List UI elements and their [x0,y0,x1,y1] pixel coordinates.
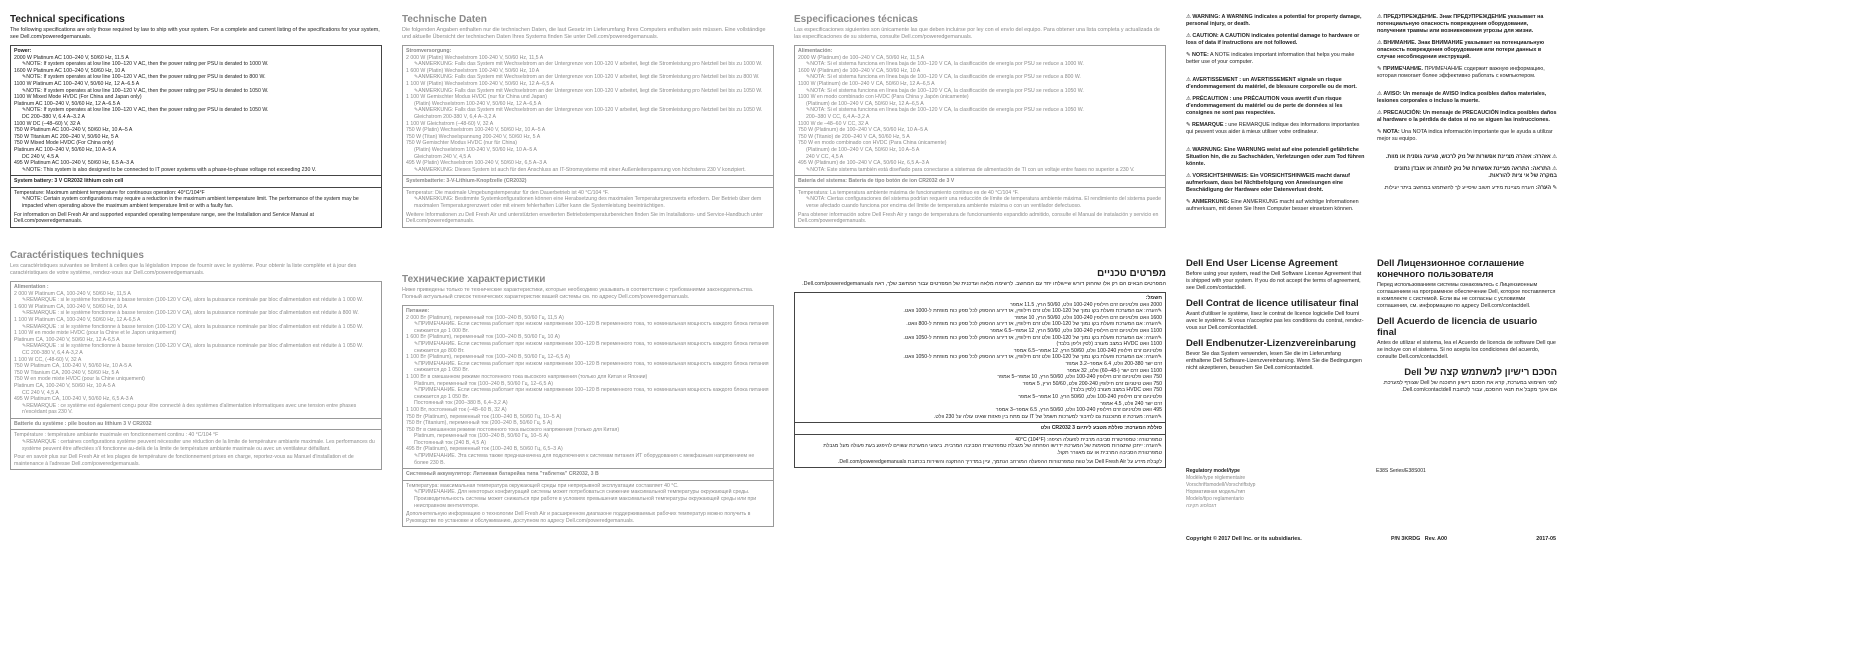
notice-lead: ПРИМЕЧАНИЕ. [1383,66,1423,72]
spec-row: 750 W (Platin) Wechselstrom 100-240 V, 50/60 Hz, 10 A–5 A [406,127,546,134]
spec-box-he [794,292,1166,468]
notice-lead: CAUTION: A CAUTION indicates potential damage to hardware or loss of data if instructions are not followed. [1186,33,1360,46]
intro-fr: Les caractéristiques suivantes se limitent à celles que la législation impose de fournir avec le système. Pour obtenir la liste complète et à jour des caractéristiques de votre système, rendez-vous sur Dell.com/poweredgemanuals. [10,263,357,276]
regulatory-block [1186,468,1556,510]
spec-row: 750 Вт (Platinum), переменный ток (100–240 В, 50/60 Гц, 10–5 А) [406,413,562,420]
footer-ru: Дополнительную информацию о технологии Dell Fresh Air и расширенном диапазоне поддерживаемых рабочих температур можно получить в Руководстве по установке и обслуживанию, доступном по адресу Dell.com/poweredgemanuals. [406,511,751,524]
spec-row: 495 W (Platin) Wechselstrom 100-240 V, 50/60 Hz, 6,5 A–3 A [406,160,547,167]
spec-row: (Platinum) de 100–240 V CA, 50/60 Hz, 12 A–6,5 A [806,100,924,107]
title-en: Technical specifications [10,14,125,25]
spec-row: Platinum AC 100–240 V, 50/60 Hz, 10 A–5 A [14,146,116,153]
spec-row: ✎ ПРИМЕЧАНИЕ. Если система работает при низком напряжении 100–120 В переменного тока, то номинальная мощность каждого блока питания снижается до 1 000 Вт. [406,321,770,334]
license-text-fr: Avant d'utiliser le système, lisez le contrat de licence logicielle Dell fourni avec le système. Si vous n'acceptez pas les conditions du contrat, rendez-vous sur Dell.com/contactdell. [1186,311,1364,331]
spec-row: 2 000 W (Platin) Wechselstrom 100-240 V, 50/60 Hz, 11,5 A [406,54,544,61]
spec-row: ✎ ANMERKUNG: Falls das System mit Wechselstrom an der Untergrenze von 100-120 V arbeitet, liegt die Stromleistung pro Netzteil bei bis zu 1050 W. [406,88,770,95]
spec-box-fr [10,281,382,470]
notice-text: une REMARQUE indique des informations importantes qui peuvent vous aider à mieux utiliser votre ordinateur. [1186,122,1360,135]
spec-row: 1 100 W CC, (-48-60) V, 32 A [14,356,82,363]
spec-row: 750 W Titanium CA, 200-240 V, 50/60 Hz, 5 A [14,369,120,376]
spec-row: ✎ הערה: אם המערכת פועלת בקו נמוך של 100-120 וולט זרם חילופין, אז דירוג ההספק לכל ספק כוח מופחת ל-800 וואט. [798,321,1162,328]
title-ru: Технические характеристики [402,274,546,285]
spec-row: 495 W (Platinum) de 100–240 V CA, 50/60 Hz, 6,5 A–3 A [798,160,930,167]
regulatory-sub-4: דגם/סוג תקינה [1186,503,1217,509]
spec-box-ru [402,305,774,527]
spec-row: 495 וואט פלטיניום זרם חילופין 100-240 וולט, 50/60 הרץ, 6.5 אמפר–3 אמפר [995,407,1162,414]
spec-row: 1100 וואט פלטיניום זרם חילופין 100-240 וולט, 50/60 הרץ, 12 אמפר–6.5 אמפר [990,327,1162,334]
notice-lead: ANMERKUNG: [1192,199,1230,205]
power-label-en: Power: [14,48,32,54]
spec-rows-fr [14,291,378,416]
note-icon: ✎ [1186,122,1193,128]
spec-row: ✎ הערה: אם המערכת פועלת בקו נמוך של 100-120 וולט זרם חילופין, אז דירוג ההספק לכל ספק כוח מופחת ל-1050 וואט. [798,335,1162,342]
notice-lead: NOTA: [1383,129,1400,135]
spec-row: ✎ NOTA: Si el sistema funciona en línea baja de 100–120 V CA, la clasificación de energía por PSU se reduce a 1050 W. [798,107,1162,114]
spec-row: ✎ ПРИМЕЧАНИЕ. Если система работает при низком напряжении 100–120 В переменного тока, то номинальная мощность каждого блока питания снижается до 1 050 Вт. [406,387,770,400]
caution-icon: ⚠ [1186,173,1193,179]
part-number: P/N 3KRDG [1390,536,1421,542]
warnings-fr [1186,77,1366,136]
spec-row: 750 W (Platinum) de 100–240 V CA, 50/60 Hz, 10 A–5 A [798,127,928,134]
spec-rows-en [14,55,378,174]
spec-row: 750 W Gemischter Modus HVDC (nur für China) [406,140,517,147]
licenses-left [1186,258,1366,378]
section-es [794,14,1166,228]
license-text-he: לפני השימוש במערכת, קרא את הסכם רישיון התוכנה של Dell שצורף למערכת. אם אינך מקבל את תנאי ההסכם, עבור לכתובת Dell.com/contactdell. [1382,380,1557,393]
warning-icon: ⚠ [1186,77,1193,83]
spec-row: פלטיניום זרם חילופין 100-240 וולט, 50/60 הרץ, 12 אמפר–6.5 אמפר [1013,347,1162,354]
spec-row: Постоянный ток (240 В, 4,5 А) [414,439,486,446]
spec-row: ✎ הערה: מערכת זו מתוכננת גם לחיבור למערכות חשמל של IT עם מתח בין פאזות שאינו עולה על 230 וולט. [798,414,1162,421]
notice-item [1186,14,1366,28]
notice-item [1186,147,1366,168]
regulatory-sub-0: Modèle/type réglementaire [1186,475,1246,481]
intro-de: Die folgenden Angaben enthalten nur die technischen Daten, die laut Gesetz im Lieferumfang Ihres Computers enthalten sein müssen. Eine vollständige und aktuelle Übersicht der technischen Daten Ihres Systems finden Sie unter Dell.com/poweredgemanuals. [402,27,766,40]
spec-row: 1100 W de –48–60 V CC, 32 A [798,120,869,127]
notice-item [1377,154,1557,161]
caution-icon: ⚠ [1186,33,1193,39]
spec-row: 2 000 Вт (Platinum), переменный ток (100–240 В, 50/60 Гц, 11,5 А) [406,314,564,321]
section-de [402,14,774,228]
caution-icon: ⚠ [1377,110,1384,116]
spec-row: 2 000 W Platinum CA, 100-240 V, 50/60 Hz, 11,5 A [14,290,131,297]
warnings-he [1377,154,1557,192]
temp-note-en: ✎ NOTE: Certain system configurations may require a reduction in the maximum ambient temperature limit. The performance of the system may be impacted when operating above the maximum ambient temperature limit or with a faulty fan. [14,196,378,209]
spec-row: ✎ הערה: אם המערכת פועלת בקו נמוך של 100-120 וולט זרם חילופין, אז דירוג ההספק לכל ספק כוח מופחת ל-1000 וואט. [798,308,1162,315]
spec-row: Platinum CA, 100-240 V, 50/60 Hz, 12 A-6,5 A [14,336,120,343]
license-title-en: Dell End User License Agreement [1186,258,1338,269]
spec-row: ✎ ANMERKUNG: Dieses System ist auch für den Anschluss an IT-Stromsysteme mit einer Außenleiterspannung von höchstens 230 V konzipiert. [406,167,770,174]
battery-he: סוללת המערכת: סוללת מטבע ליתיום CR2032 3 וולט [1040,425,1162,432]
spec-row: 1100 וואט HVDC במצב מעורב (לסין וליפן בלבד) [1056,341,1162,348]
warnings-left [1186,14,1366,218]
warning-icon: ⚠ [1186,147,1193,153]
note-icon: ✎ [1186,52,1193,58]
title-es: Especificaciones técnicas [794,14,918,25]
footer-de: Weitere Informationen zu Dell Fresh Air und unterstützten erweiterten Betriebstemperaturbereichen finden Sie im Installations- und Service-Handbuch unter Dell.com/poweredgemanuals. [406,211,763,225]
notice-item [1186,52,1366,66]
footer-es: Para obtener información sobre Dell Fresh Air y rango de temperatura de funcionamiento expandido admitido, consulte el Manual de instalación y servicio en Dell.com/poweredgemanuals. [798,211,1159,225]
notice-item [1377,129,1557,143]
notice-item [1186,199,1366,213]
warnings-right [1377,14,1557,197]
title-de: Technische Daten [402,14,487,25]
footer-bar [1186,536,1556,542]
spec-row: ✎ NOTA: Si el sistema funciona en línea baja de 100–120 V CA, la clasificación de energía por PSU se reduce a 1050 W. [798,88,1162,95]
notice-lead: WARNUNG: Eine WARNUNG weist auf eine potenziell gefährliche Situation hin, die zu Sachschäden, Verletzungen oder zum Tod führen könnte. [1186,147,1365,167]
notice-lead: VORSICHTSHINWEIS: Ein VORSICHTSHINWEIS macht darauf aufmerksam, dass bei Nichtbefolgung von Anweisungen eine Beschädigung der Hardware oder Datenverlust droht. [1186,173,1350,193]
note-icon: ✎ [1550,185,1557,191]
notice-text: ПРИМЕЧАНИЕ содержит важную информацию, которая помогает более эффективно работать с компьютером. [1377,66,1545,79]
spec-row: 1 100 Вт в смешанном режиме постоянного тока высокого напряжения (только для Китая и Японии) [406,373,648,380]
temp-note-ru: ✎ ПРИМЕЧАНИЕ. Для некоторых конфигураций системы может потребоваться снижение максимальной температуры окружающей среды. Производительность системы может снижаться при работе в условиях превышения максимальной температуры окружающей среды или при неисправном вентиляторе. [406,489,770,509]
temperature-he: טמפרטורה: טמפרטורת סביבה מרבית לפעולה רציפה: 40°C (104°F) [1015,436,1162,443]
spec-row: 750 W (Titan) Wechselspannung 200-240 V, 50/60 Hz, 5 A [406,133,541,140]
spec-row: 495 Вт (Platinum), переменный ток (100–240 В, 50/60 Гц, 6,5–3 А) [406,446,563,453]
section-fr [10,250,382,470]
regulatory-sub-1: Vorschriftsmodell/Vorschriftstyp [1186,482,1256,488]
note-icon: ✎ [1377,66,1384,72]
spec-row: פלטיניום זרם חילופין 100-240 וולט, 50/60 הרץ, 10 אמפר–5 אמפר [1018,393,1162,400]
notice-lead: AVERTISSEMENT : un AVERTISSEMENT signale un risque d'endommagement du matériel, de blessure corporelle ou de mort. [1186,77,1357,90]
spec-row: (Platin) Wechselstrom 100-240 V, 50/60 Hz, 12 A–6,5 A [414,100,542,107]
spec-row: 240 V CC, 4,5 A [806,153,844,160]
spec-row: 750 W Platinum AC 100–240 V, 50/60 Hz, 10 A–5 A [14,127,133,134]
spec-row: 750 W en mode mixte HVDC (pour la Chine uniquement) [14,376,145,383]
spec-row: 1 600 Вт (Platinum), переменный ток (100–240 В, 50/60 Гц, 10 А) [406,334,560,341]
spec-row: ✎ NOTA: Si el sistema funciona en línea baja de 100–120 V CA, la clasificación de energía por PSU se reduce a 800 W. [798,74,1162,81]
license-text-es: Antes de utilizar el sistema, lea el Acuerdo de licencia de software Dell que se incluye con el sistema. Si no acepta los condiciones del acuerdo, consulte Dell.com/contactdell. [1377,340,1556,360]
spec-row: Platinum, переменный ток (100–240 В, 50/60 Гц, 12–6,5 А) [414,380,553,387]
spec-row: 1 100 W Platinum CA, 100-240 V, 50/60 Hz, 12 A-6,5 A [14,316,141,323]
notice-text: הערה מציינת מידע חשוב שיסייע לך להשתמש במחשב ביתר יעילות. [1383,185,1535,191]
notice-item [1186,173,1366,194]
spec-row: ✎ ANMERKUNG: Falls das System mit Wechselstrom an der Untergrenze von 100-120 V arbeitet, liegt die Stromleistung pro Netzteil bei bis zu 1050 W. [406,107,770,114]
spec-row: 2000 W Platinum AC 100–240 V, 50/60 Hz, 11.5 A [14,54,129,61]
license-title-de: Dell Endbenutzer-Lizenzvereinbarung [1186,338,1356,349]
warning-icon: ⚠ [1377,91,1384,97]
notice-item [1377,166,1557,180]
spec-row: 750 Вт в смешанном режиме постоянного тока высокого напряжения (только для Китая) [406,426,620,433]
spec-row: DC 240 V, 4.5 A [22,153,59,160]
notice-lead: התראה: התראה מציינת אפשרות של נזק לחומרה או אובדן נתונים במקרה של אי ציות להוראות. [1394,166,1557,179]
notice-item [1186,122,1366,136]
warning-icon: ⚠ [1377,14,1384,20]
spec-row: ✎ REMARQUE : si le système fonctionne à basse tension (100-120 V CA), alors la puissance nominale par bloc d'alimentation est réduite à 1 050 W. [14,324,378,331]
spec-row: 1 100 W Gemischter Modus HVDC (nur für China und Japan) [406,94,547,101]
notice-lead: PRÉCAUTION : une PRÉCAUTION vous avertit d'un risque d'endommagement du matériel ou de perte de données si les consignes ne sont pas respectées. [1186,96,1343,116]
spec-row: 1 100 Вт, постоянный ток (–48–60 В, 32 А) [406,406,507,413]
spec-row: 750 W Platinum CA, 100-240 V, 50/60 Hz, 10 A-5 A [14,363,132,370]
spec-row: ✎ REMARQUE : si le système fonctionne à basse tension (100-120 V CA), alors la puissance nominale par bloc d'alimentation est réduite à 1 050 W. [14,343,378,350]
spec-row: 750 W (Titanio) de 200–240 V CA, 50/60 Hz, 5 A [798,133,910,140]
spec-row: Platinum, переменный ток (100–240 В, 50/60 Гц, 10–5 А) [414,433,549,440]
power-label-es: Alimentación: [798,48,833,54]
temp-note-fr: ✎ REMARQUE : certaines configurations système peuvent nécessiter une réduction de la limite de température ambiante maximale. Les performances du système peuvent être affectées s'il fonctionne au-delà de la limite de température ambiante maximale ou avec un ventilateur défaillant. [14,439,378,452]
title-he: מפרטים טכניים [1097,268,1166,279]
spec-row: 750 W en modo combinado con HVDC (Para China únicamente) [798,140,947,147]
regulatory-label: Regulatory model/type [1186,468,1240,474]
spec-row: ✎ NOTE: This system is also designed to be connected to IT power systems with a phase-to-phase voltage not exceeding 230 V. [14,167,378,174]
notice-item [1377,66,1557,80]
spec-row: ✎ NOTE: If system operates at low line 100–120 V AC, then the power rating per PSU is derated to 800 W. [14,74,378,81]
notice-item [1186,77,1366,91]
spec-row: Platinum AC 100–240 V, 50/60 Hz, 12 A–6.5 A [14,100,121,107]
notice-lead: ВНИМАНИЕ. Знак ВНИМАНИЕ указывает на потенциальную опасность повреждения оборудования или потери данных в случае несоблюдения инструкций. [1377,40,1545,60]
notice-item [1377,91,1557,105]
notice-item [1377,110,1557,124]
spec-row: זרם ישר 240 וולט, 4.5 אמפר [1100,400,1162,407]
note-icon: ✎ [1377,129,1384,135]
license-title-ru: Dell Лицензионное соглашение конечного пользователя [1377,258,1525,280]
spec-row: ✎ הערה: אם המערכת פועלת בקו נמוך של 100-120 וולט זרם חילופין, אז דירוג ההספק לכל ספק כוח מופחת ל-1050 וואט. [798,354,1162,361]
spec-box-en [10,45,382,228]
intro-en: The following specifications are only those required by law to ship with your system. For a complete and current listing of the specifications for your system, see Dell.com/poweredgemanuals. [10,27,380,40]
spec-row: 1 100 Вт (Platinum), переменный ток (100–240 В, 50/60 Гц, 12–6,5 А) [406,354,570,361]
temp-note-de: ✎ ANMERKUNG: Bestimmte Systemkonfigurationen können eine Herabsetzung des maximalen Temperaturgrenzwerts erfordern. Der Betrieb über dem maximalen Temperaturgrenzwert oder mit einem fehlerhaften Lüfter kann die Systemleistung beeinträchtigen. [406,196,770,209]
license-title-he: הסכם רישיון למשתמש קצה של Dell [1404,367,1557,378]
section-ru [402,274,774,527]
license-title-fr: Dell Contrat de licence utilisateur final [1186,298,1359,309]
notice-item [1377,185,1557,192]
spec-row: 1100 W Platinum AC 100–240 V, 50/60 Hz, 12 A–6.5 A [14,80,140,87]
caution-icon: ⚠ [1186,96,1193,102]
spec-row: 1100 W (Platinum) de 100–240 V CA, 50/60 Hz, 12 A–6,5 A [798,80,935,87]
spec-row: 1 100 W Gleichstrom (–48-60) V, 32 A [406,120,494,127]
temp-note-he: ✎ הערה: ייתכן שתצורות מסוימות של המערכת ידרשו הפחתה של מגבלת טמפרטורת הסביבה המרבית. ביצועי המערכת עשויים להיפגע בעת פעולה מעל מגבלת טמפרטורת הסביבה המרבית או עם מאוורר תקול. [798,443,1162,456]
spec-row: ✎ ANMERKUNG: Falls das System mit Wechselstrom an der Untergrenze von 100-120 V arbeitet, liegt die Stromleistung pro Netzteil bei bis zu 800 W. [406,74,770,81]
footer-fr: Pour en savoir plus sur Dell Fresh Air et les plages de température de fonctionnement prises en charge, reportez-vous au Manuel d'installation et de maintenance à l'adresse Dell.com/poweredgemanuals. [14,454,354,467]
spec-row: ✎ NOTA: Este sistema también está diseñado para conectarse a sistemas de alimentación de TI con un voltaje entre fases no superior a 230 V. [798,167,1162,174]
spec-row: 1100 W DC (–48–60) V, 32 A [14,120,81,127]
spec-row: ✎ REMARQUE : si le système fonctionne à basse tension (100-120 V CA), alors la puissance nominale par bloc d'alimentation est réduite à 1 000 W. [14,297,378,304]
spec-row: 750 W Titanium AC 200–240 V, 50/60 Hz, 5 A [14,133,119,140]
spec-row: DC 200–380 V, 6.4 A–3.2 A [22,113,85,120]
temp-note-es: ✎ NOTA: Ciertas configuraciones del sistema podrían requerir una reducción de límite de temperatura ambiente máxima. El rendimiento del sistema puede verse afectado cuando funciona por encima del límite de temperatura ambiente máxima o con un ventilador defectuoso. [798,196,1162,209]
footer-en: For information on Dell Fresh Air and supported expanded operating temperature range, see the Installation and Service Manual at Dell.com/poweredgemanuals. [14,211,314,225]
regulatory-sub-2: Нормативная модель/тип [1186,489,1246,495]
intro-es: Las especificaciones siguientes son únicamente las que deben incluirse por ley con el envío del equipo. Para obtener una lista completa y actualizada de las especificaciones de su sistema, consulte Dell.com/poweredgemanuals. [794,27,1160,40]
battery-es: Batería del sistema: Batería de tipo botón de ion CR2032 de 3 V [798,178,955,185]
spec-row: 2000 W (Platinum) de 100–240 V CA, 50/60 Hz, 11,5 A [798,54,925,61]
notice-lead: NOTE: [1192,52,1209,58]
notice-text: Eine ANMERKUNG macht auf wichtige Informationen aufmerksam, mit denen Sie Ihren Computer besser einsetzen können. [1186,199,1359,212]
notice-lead: REMARQUE : [1192,122,1227,128]
licenses-right [1377,258,1557,400]
spec-rows-de [406,55,770,174]
section-en [10,14,382,228]
footer-he: לקבלת מידע על Dell Fresh Air ועל טווח טמפרטורות ההפעלה המורחב הנתמך, עיין במדריך ההתקנה והשירות בכתובת Dell.com/poweredgemanuals. [837,458,1162,465]
battery-de: Systembatterie: 3-V-Lithium-Knopfzelle (CR2032) [406,178,527,185]
spec-box-es [794,45,1166,228]
spec-row: זרם ישר 200-380 וולט, 6.4 אמפר–3.2 אמפר [1065,360,1162,367]
warnings-en [1186,14,1366,66]
spec-row: 1 100 W (Platin) Wechselstrom 100-240 V, 50/60 Hz, 12 A–6,5 A [406,80,554,87]
spec-row: 750 Вт (Titanium), переменный ток (200–240 В, 50/60 Гц, 5 А) [406,420,553,427]
spec-row: 1 600 W (Platin) Wechselstrom 100-240 V, 50/60 Hz, 10 A [406,67,540,74]
spec-box-de [402,45,774,228]
spec-row: Постоянный ток (200–380 В, 6,4–3,2 А) [414,400,508,407]
warnings-ru [1377,14,1557,80]
spec-row: ✎ ANMERKUNG: Falls das System mit Wechselstrom an der Untergrenze von 100-120 V arbeitet, liegt die Stromleistung pro Netzteil bei bis zu 1000 W. [406,61,770,68]
warning-icon: ⚠ [1186,14,1193,20]
revision: Rev. A00 [1424,536,1447,542]
spec-row: 750 וואט HVDC במצב מעורב (לסין בלבד) [1070,387,1162,394]
intro-ru: Ниже приведены только те технические характеристики, которые необходимо указывать в соответствии с требованиями законодательства. Полный актуальный список технических характеристик вашей системы см. по адресу Dell.com/poweredgemanuals. [402,287,754,300]
spec-row: ✎ NOTE: If system operates at low line 100–120 V AC, then the power rating per PSU is derated to 1050 W. [14,107,378,114]
notice-text: Una NOTA indica información importante que le ayuda a utilizar mejor su equipo. [1377,129,1553,142]
regulatory-sub-3: Modelo/tipo reglamentario [1186,496,1244,502]
spec-row: 1600 W Platinum AC 100–240 V, 50/60 Hz, 10 A [14,67,125,74]
intro-he: המפרטים הבאים הם רק אלו שהחוק דורש שיישלחו יחד עם המחשב. לרשימה מלאה ועדכנית של המפרטים עבור המחשב שלך, ראה Dell.com/poweredgemanuals. [802,281,1166,287]
temperature-en: Temperature: Maximum ambient temperature for continuous operation: 40°C/104°F [14,189,205,196]
notice-lead: אזהרה: אזהרה מציינת אפשרות של נזק לרכוש, פגיעה גופנית או מוות. [1385,154,1551,160]
spec-row: Gleichstrom 200-380 V, 6,4 A–3,2 A [414,113,496,120]
title-fr: Caractéristiques techniques [10,250,144,261]
spec-row: 1600 W (Platinum) de 100–240 V CA, 50/60 Hz, 10 A [798,67,921,74]
power-label-de: Stromversorgung: [406,48,452,54]
spec-rows-ru [406,315,770,467]
spec-row: Platinum CA, 100-240 V, 50/60 Hz, 10 A-5 A [14,382,116,389]
notice-item [1186,33,1366,47]
notice-lead: הערה: [1535,185,1551,191]
warning-icon: ⚠ [1550,154,1557,160]
notice-text: A NOTE indicates important information that helps you make better use of your computer. [1186,52,1355,65]
spec-row: ✎ NOTE: If system operates at low line 100–120 V AC, then the power rating per PSU is derated to 1050 W. [14,88,378,95]
temperature-de: Temperatur: Die maximale Umgebungstemperatur für den Dauerbetrieb ist 40 °C/104 °F. [406,189,609,196]
spec-row: 1600 וואט פלטיניום זרם חילופין 100-240 וולט, 50/60 הרץ, 10 אמפר [1014,314,1162,321]
temperature-ru: Температура: максимальная температура окружающей среды при непрерывной эксплуатации составляет 40 °C. [406,482,679,489]
spec-row: 750 W Mixed Mode HVDC (For China only) [14,140,114,147]
spec-row: 1100 W Mixed Mode HVDC (For China and Japan only) [14,94,142,101]
caution-icon: ⚠ [1550,166,1557,172]
date: 2017-05 [1536,536,1556,542]
power-label-ru: Питание: [406,308,430,314]
spec-row: (Platin) Wechselstrom 100-240 V, 50/60 Hz, 10 A–5 A [414,146,537,153]
warnings-es [1377,91,1557,143]
license-text-de: Bevor Sie das System verwenden, lesen Sie die im Lieferumfang enthaltene Dell Software-Lizenzvereinbarung. Wenn Sie die Bedingungen nicht akzeptieren, besuchen Sie Dell.com/contactdell. [1186,351,1362,371]
spec-row: 750 וואט פלטיניום זרם חילופין 100-240 וולט, 50/60 הרץ, 10 אמפר–5 אמפר [997,374,1162,381]
note-icon: ✎ [1186,199,1193,205]
spec-row: ✎ REMARQUE : ce système est également conçu pour être connecté à des systèmes d'alimentation informatiques avec une tension entre phases n'excédant pas 230 V. [14,403,378,416]
battery-ru: Системный аккумулятор: Литиевая батарейка типа "таблетка" CR2032, 3 В [406,471,599,478]
license-title-es: Dell Acuerdo de licencia de usuario final [1377,316,1538,338]
notice-item [1377,14,1557,35]
notice-lead: WARNING: A WARNING indicates a potential for property damage, personal injury, or death. [1186,14,1362,27]
notice-lead: PRECAUCIÓN: Un mensaje de PRECAUCIÓN indica posibles daños al hardware o la pérdida de datos si no se siguen las instrucciones. [1377,110,1557,123]
caution-icon: ⚠ [1377,40,1384,46]
temperature-fr: Température : température ambiante maximale en fonctionnement continu : 40 °C/104 °F [14,432,219,439]
spec-row: 1100 W en modo combinado con HVDC (Para China y Japón únicamente) [798,94,969,101]
spec-row: 1 600 W Platinum CA, 100-240 V, 50/60 Hz, 10 A [14,303,127,310]
spec-row: ✎ ПРИМЕЧАНИЕ. Если система работает при низком напряжении 100–120 В переменного тока, то номинальная мощность каждого блока питания снижается до 1 050 Вт. [406,361,770,374]
spec-row: Gleichstrom 240 V, 4,5 A [414,153,471,160]
spec-row: CC 200-380 V, 6,4 A-3,2 A [22,349,83,356]
spec-row: ✎ ПРИМЕЧАНИЕ. Эта система также предназначена для подключения к системам питания ИТ оборудования с межфазным напряжением не более 230 В. [406,453,770,466]
notice-lead: AVISO: Un mensaje de AVISO indica posibles daños materiales, lesiones corporales o incluso la muerte. [1377,91,1547,104]
power-label-fr: Alimentation : [14,284,49,290]
copyright: Copyright © 2017 Dell Inc. or its subsidiaries. [1186,536,1302,542]
spec-row: CC 240 V, 4,5 A [22,389,59,396]
regulatory-value: E38S Series/E38S001 [1376,468,1426,474]
spec-row: 495 W Platinum AC 100–240 V, 50/60 Hz, 6.5 A–3 A [14,160,134,167]
spec-row: (Platinum) de 100–240 V CA, 50/60 Hz, 10 A–5 A [806,146,920,153]
battery-fr: Batterie du système : pile bouton au lithium 3 V CR2032 [14,420,152,427]
spec-row: 495 W Platinum CA, 100-240 V, 50/60 Hz, 6,5 A-3 A [14,396,134,403]
spec-row: ✎ ПРИМЕЧАНИЕ. Если система работает при низком напряжении 100–120 В переменного тока, то номинальная мощность каждого блока питания снижается до 800 Вт. [406,341,770,354]
battery-en: System battery: 3 V CR2032 lithium coin cell [14,178,124,185]
spec-row: 2000 וואט פלטיניום זרם חילופין 100-240 וולט, 50/60 הרץ, 11.5 אמפר [1010,301,1162,308]
power-label-he: חשמל: [1145,295,1162,301]
notice-item [1186,96,1366,117]
spec-row: 200–380 V CC, 6,4 A–3,2 A [806,113,870,120]
license-text-en: Before using your system, read the Dell Software License Agreement that is shipped with your system. If you do not accept the terms of agreement, see Dell.com/contactdell. [1186,271,1362,291]
notice-lead: ПРЕДУПРЕЖДЕНИЕ. Знак ПРЕДУПРЕЖДЕНИЕ указывает на потенциальную опасность повреждения оборудования, получения травмы или возникновения угрозы для жизни. [1377,14,1544,34]
temperature-es: Temperatura: La temperatura ambiente máxima de funcionamiento continuo es de 40 °C/104 °F. [798,189,1019,196]
spec-row: ✎ NOTE: If system operates at low line 100–120 V AC, then the power rating per PSU is derated to 1000 W. [14,61,378,68]
spec-rows-es [798,55,1162,174]
spec-row: ✎ NOTA: Si el sistema funciona en línea baja de 100–120 V CA, la clasificación de energía por PSU se reduce a 1000 W. [798,61,1162,68]
notice-item [1377,40,1557,61]
spec-row: 1 100 W en mode mixte HVDC (pour la Chine et le Japon uniquement) [14,330,177,337]
license-text-ru: Перед использованием системы ознакомьтесь с Лицензионным соглашением на программное обеспечение Dell, которое поставляется в комплекте с системой. Если вы не согласны с условиями соглашения, см. информацию по адресу Dell.com/contactdell. [1377,282,1556,309]
section-he [794,268,1166,468]
spec-row: 750 וואט טיטניום זרם חילופין 200-240 וולט, 50/60 הרץ, 5 אמפר [1022,380,1162,387]
warnings-de [1186,147,1366,213]
spec-rows-he [798,302,1162,421]
spec-row: 1100 וואט זרם ישר (-48–60) וולט, 32 אמפר [1066,367,1162,374]
spec-row: ✎ REMARQUE : si le système fonctionne à basse tension (100-120 V CA), alors la puissance nominale par bloc d'alimentation est réduite à 800 W. [14,310,378,317]
